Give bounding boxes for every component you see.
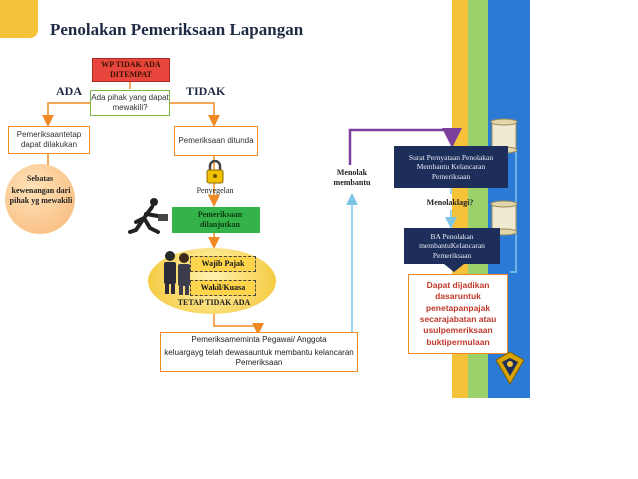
label-tidak: TIDAK	[186, 84, 226, 98]
meminta-line2: keluargayg telah dewasauntuk membantu kelancaran Pemeriksaan	[164, 348, 354, 367]
sebatas-body: kewenangan dari pihak yg mewakili	[9, 186, 73, 205]
node-ba-penolakan: BA Penolakan membantuKelancaran Pemeriksaan	[404, 228, 500, 264]
page-title: Penolakan Pemeriksaan Lapangan	[50, 20, 304, 39]
label-ada: ADA	[56, 84, 82, 98]
businessmen-icon	[160, 250, 194, 296]
lock-icon	[206, 160, 224, 184]
node-question-mewakili: Ada pihak yang dapat mewakili?	[90, 90, 170, 116]
node-menolak-membantu: Menolak membantu	[333, 168, 371, 187]
ba-arrow-tip	[444, 264, 464, 272]
node-penyegelan: Penyegelan	[196, 186, 234, 195]
emblem-icon	[494, 350, 526, 386]
sebatas-title: Sebatas	[26, 174, 54, 183]
node-pemeriksaan-dilanjutkan: Pemeriksaan dilanjutkan	[172, 207, 260, 233]
node-pemeriksaan-ditunda: Pemeriksaan ditunda	[174, 126, 258, 156]
node-wajib-pajak: Wajib Pajak	[190, 256, 256, 272]
node-dapat-dijadikan: Dapat dijadikan dasaruntuk penetapanpajak secarajabatan atau usulpemeriksaan buktipermulaan	[408, 274, 508, 354]
meminta-line1: Pemeriksameminta Pegawai/ Anggota	[191, 335, 327, 344]
node-wakil-kuasa: Wakil/Kuasa	[190, 280, 256, 296]
node-wp-tidak-ada: WP TIDAK ADA DITEMPAT	[92, 58, 170, 82]
node-tetap-tidak-ada: TETAP TIDAK ADA	[177, 298, 251, 307]
running-man-icon	[128, 196, 174, 236]
node-menolak-lagi: Menolaklagi?	[426, 198, 474, 207]
node-pemeriksaan-tetap: Pemeriksaantetap dapat dilakukan	[8, 126, 90, 154]
node-surat-pernyataan: Surat Pernyataan Penolakan Membantu Kelancaran Pemeriksaan	[394, 146, 508, 188]
